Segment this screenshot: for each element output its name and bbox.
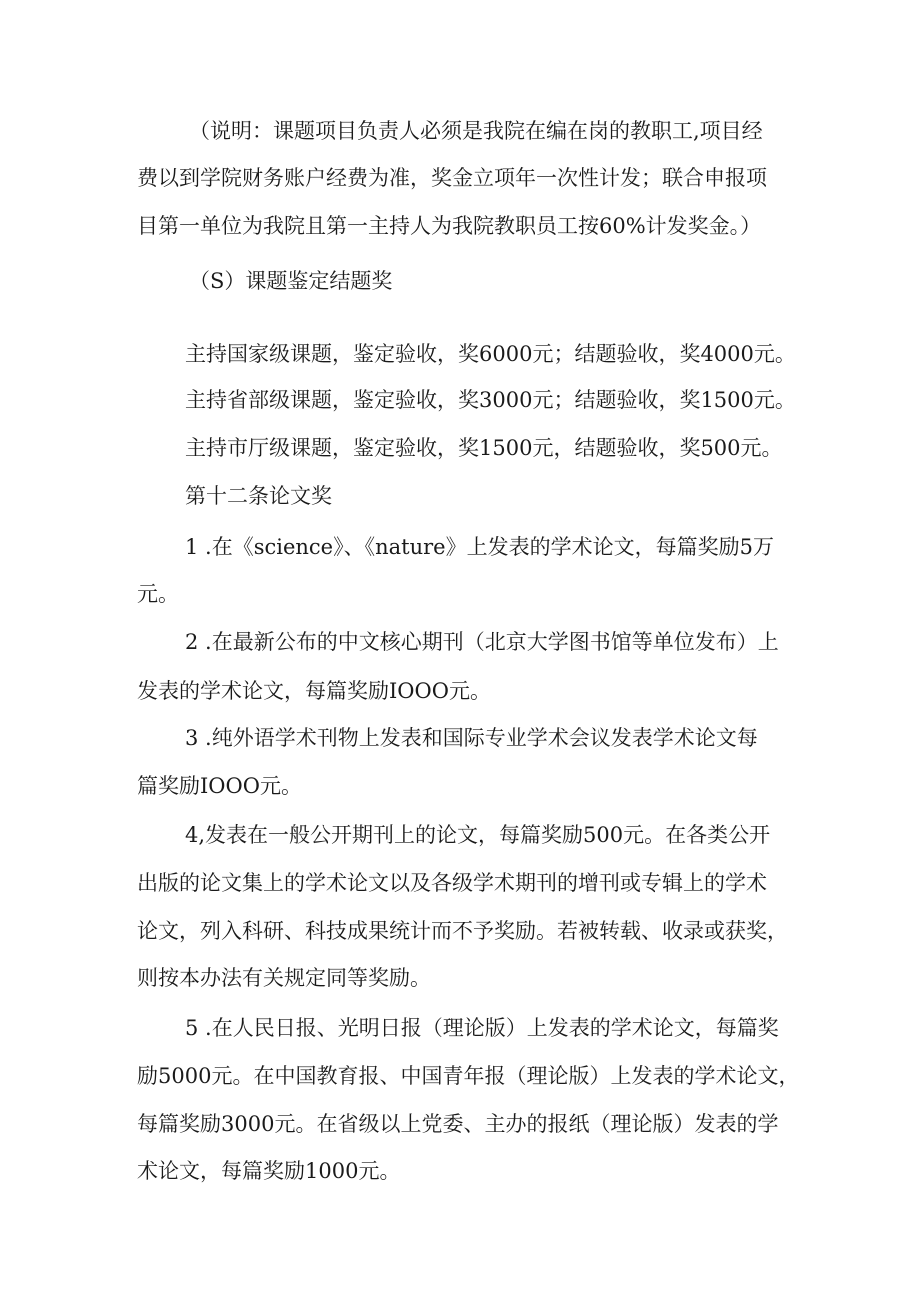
item-5-line-4: 术论文，每篇奖励1000元。 (137, 1159, 401, 1183)
item-1-line-2: 元。 (137, 582, 179, 606)
note-line-1: （说明：课题项目负责人必须是我院在编在岗的教职工,项目经 (189, 119, 763, 143)
item-4-line-3: 论文，列入科研、科技成果统计而不予奖励。若被转载、收录或获奖， (137, 919, 788, 943)
item-5-line-2: 励5000元。在中国教育报、中国青年报（理论版）上发表的学术论文， (137, 1064, 800, 1088)
item-4-line-2: 出版的论文集上的学术论文以及各级学术期刊的增刊或专辑上的学术 (137, 871, 767, 895)
note-line-3: 目第一单位为我院且第一主持人为我院教职员工按60%计发奖金。） (137, 214, 762, 238)
item-2-line-2: 发表的学术论文，每篇奖励IOOO元。 (137, 679, 491, 703)
item-4-line-1: 4,发表在一般公开期刊上的论文，每篇奖励500元。在各类公开 (185, 823, 771, 847)
award-provincial: 主持省部级课题，鉴定验收，奖3000元；结题验收，奖1500元。 (185, 388, 796, 412)
award-national: 主持国家级课题，鉴定验收，奖6000元；结题验收，奖4000元。 (185, 342, 796, 366)
award-municipal: 主持市厅级课题，鉴定验收，奖1500元，结题验收，奖500元。 (185, 436, 783, 460)
item-3-line-2: 篇奖励IOOO元。 (137, 774, 302, 798)
article12-heading: 第十二条论文奖 (185, 484, 332, 508)
note-line-2: 费以到学院财务账户经费为准，奖金立项年一次性计发；联合申报项 (137, 166, 767, 190)
section-s-heading: （S）课题鉴定结题奖 (189, 269, 393, 293)
item-5-line-1: 5 .在人民日报、光明日报（理论版）上发表的学术论文，每篇奖 (185, 1016, 779, 1040)
item-4-line-4: 则按本办法有关规定同等奖励。 (137, 966, 431, 990)
item-2-line-1: 2 .在最新公布的中文核心期刊（北京大学图书馆等单位发布）上 (185, 630, 779, 654)
item-1-line-1: 1 .在《science》、《nature》上发表的学术论文，每篇奖励5万 (185, 535, 774, 559)
item-5-line-3: 每篇奖励3000元。在省级以上党委、主办的报纸（理论版）发表的学 (137, 1112, 779, 1136)
item-3-line-1: 3 .纯外语学术刊物上发表和国际专业学术会议发表学术论文每 (185, 726, 758, 750)
